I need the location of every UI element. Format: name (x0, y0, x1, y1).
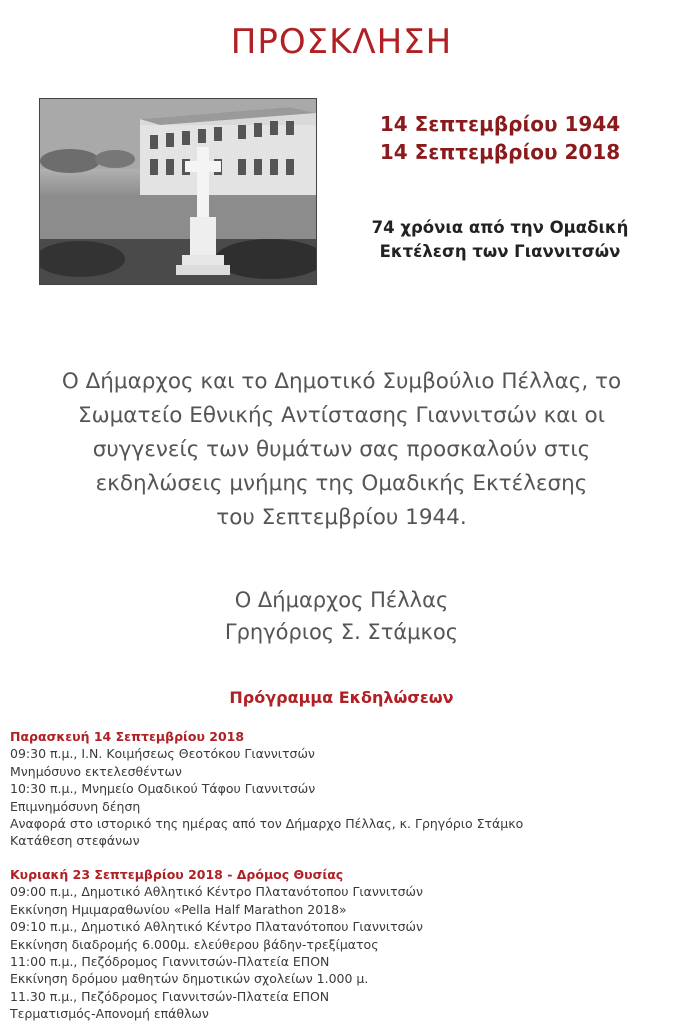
invitation-line: του Σεπτεμβρίου 1944. (216, 505, 467, 530)
program-item: 11:00 π.μ., Πεζόδρομος Γιαννιτσών-Πλατεία ΕΠΟΝ (10, 954, 330, 970)
invitation-text (10, 365, 673, 535)
subtitle-line: Εκτέλεση των Γιαννιτσών (379, 242, 621, 261)
mayor-signature (0, 584, 683, 648)
day-heading: Κυριακή 23 Σεπτεμβρίου 2018 - Δρόμος Θυσίας (10, 867, 344, 882)
program-item: 11.30 π.μ., Πεζόδρομος Γιαννιτσών-Πλατεία ΕΠΟΝ (10, 988, 330, 1004)
program-day-sunday (10, 866, 670, 1023)
program-item: Τερματισμός-Απονομή επάθλων (10, 1006, 209, 1022)
program-item: 09:10 π.μ., Δημοτικό Αθλητικό Κέντρο Πλατανότοπου Γιαννιτσών (10, 919, 423, 935)
invitation-line: συγγενείς των θυμάτων σας προσκαλούν στις (92, 437, 591, 462)
anniversary-subtitle (330, 216, 670, 264)
day-heading: Παρασκευή 14 Σεπτεμβρίου 2018 (10, 729, 245, 744)
subtitle-line: 74 χρόνια από την Ομαδική (371, 218, 629, 237)
memorial-photo (39, 98, 317, 285)
program-item: Μνημόσυνο εκτελεσθέντων (10, 763, 182, 779)
program-item: Επιμνημόσυνη δέηση (10, 798, 141, 814)
program-item: Εκκίνηση Ημιμαραθωνίου «Pella Half Marathon 2018» (10, 901, 347, 917)
invitation-line: Σωματείο Εθνικής Αντίστασης Γιαννιτσών και οι (78, 403, 605, 428)
signature-name: Γρηγόριος Σ. Στάμκος (224, 620, 459, 644)
program-title: Πρόγραμμα Εκδηλώσεων (229, 688, 454, 707)
program-item: Εκκίνηση δρόμου μαθητών δημοτικών σχολείων 1.000 μ. (10, 971, 369, 987)
program-item: Κατάθεση στεφάνων (10, 833, 140, 849)
memorial-photo-illustration (40, 99, 316, 284)
page-title: ΠΡΟΣΚΛΗΣΗ (230, 22, 453, 62)
date-1944: 14 Σεπτεμβρίου 1944 (379, 112, 621, 136)
signature-title: Ο Δήμαρχος Πέλλας (234, 588, 449, 612)
event-dates (330, 110, 670, 166)
invitation-line: Ο Δήμαρχος και το Δημοτικό Συμβούλιο Πέλλας, το (61, 369, 622, 394)
program-item: 10:30 π.μ., Μνημείο Ομαδικού Τάφου Γιαννιτσών (10, 781, 316, 797)
program-item: 09:00 π.μ., Δημοτικό Αθλητικό Κέντρο Πλατανότοπου Γιαννιτσών (10, 884, 423, 900)
program-day-friday (10, 728, 670, 850)
invitation-line: εκδηλώσεις μνήμης της Ομαδικής Εκτέλεσης (95, 471, 588, 496)
program-item: 09:30 π.μ., Ι.Ν. Κοιμήσεως Θεοτόκου Γιαννιτσών (10, 746, 315, 762)
program-item: Αναφορά στο ιστορικό της ημέρας από τον Δήμαρχο Πέλλας, κ. Γρηγόριο Στάμκο (10, 816, 524, 832)
date-2018: 14 Σεπτεμβρίου 2018 (379, 140, 621, 164)
program-item: Εκκίνηση διαδρομής 6.000μ. ελεύθερου βάδην-τρεξίματος (10, 936, 379, 952)
